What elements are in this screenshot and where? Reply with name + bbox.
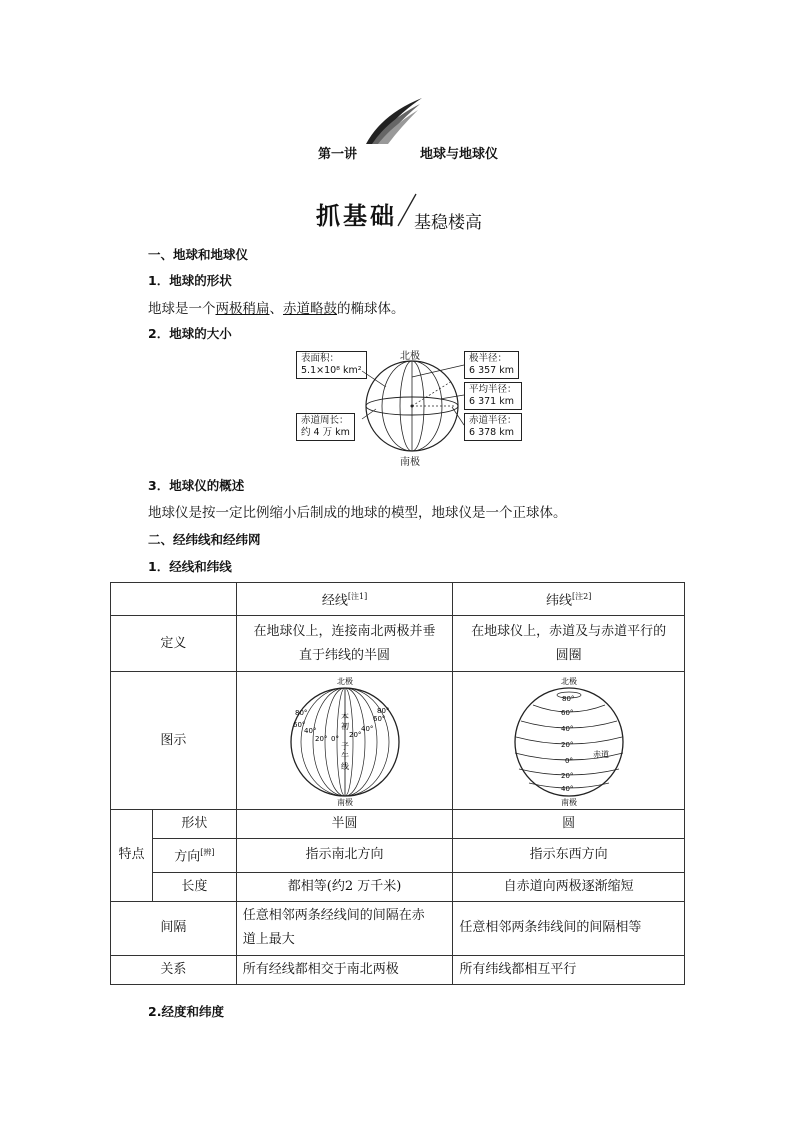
- fig-m-0: 0°: [330, 734, 339, 743]
- shape-parallel: 圆: [453, 810, 685, 839]
- section1-heading: 一、地球和地球仪: [148, 247, 249, 262]
- north-pole-label: 北极: [400, 351, 420, 362]
- fig-north-label: 北极: [336, 676, 353, 686]
- fig-p-40: 40°: [560, 724, 574, 733]
- len-parallel: 自赤道向两极逐渐缩短: [453, 872, 685, 901]
- table-row: [111, 583, 685, 616]
- fig-p-equator: 赤道: [592, 749, 609, 759]
- fig-m-80e: 80°: [376, 706, 389, 715]
- fig-p-60: 60°: [560, 708, 574, 717]
- earth-shape-text: 地球是一个两极稍扁、赤道略鼓的椭球体。: [148, 301, 405, 317]
- table-row: [111, 810, 685, 839]
- header-parallel: 纬线[注2]: [453, 583, 685, 616]
- fig-m-40w: 40°: [303, 726, 316, 735]
- surface-area-box: 表面积： 5.1×10⁸ km²: [296, 351, 367, 379]
- fig-prime-2: 初: [340, 721, 349, 731]
- fig-m-60w: 60°: [292, 720, 305, 729]
- dir-parallel: 指示东西方向: [453, 839, 685, 872]
- meridian-figure: [236, 672, 453, 810]
- meridian-globe-icon: [285, 675, 405, 807]
- feature-label: 特点: [111, 810, 153, 901]
- fig-south-label: 南极: [336, 797, 353, 807]
- mean-radius-box: 平均半径： 6 371 km: [464, 382, 522, 410]
- dir-meridian: 指示南北方向: [236, 839, 453, 872]
- figure-leader-lines: [290, 347, 530, 465]
- section1-sub3-heading: 3．地球仪的概述: [148, 478, 245, 493]
- equatorial-radius-box: 赤道半径： 6 378 km: [464, 413, 522, 441]
- def-parallel: 在地球仪上，赤道及与赤道平行的 圆圈: [453, 616, 685, 672]
- table-row: [111, 872, 685, 901]
- fig-m-40e: 40°: [360, 724, 373, 733]
- len-meridian: 都相等(约2 万千米): [236, 872, 453, 901]
- lesson-number: 第一讲: [318, 147, 358, 162]
- swoosh-logo-icon: [362, 96, 424, 148]
- fig-m-20w: 20°: [314, 734, 327, 743]
- banner: [316, 196, 397, 231]
- banner-main: 抓基础: [316, 202, 397, 230]
- section2-heading: 二、经纬线和经纬网: [148, 532, 261, 547]
- dir-label: 方向[辨]: [152, 839, 236, 872]
- header-meridian: 经线[注1]: [236, 583, 453, 616]
- fig-p-0: 0°: [564, 756, 573, 765]
- table-row: [111, 672, 685, 810]
- table-row: [111, 955, 685, 984]
- section2-sub2-heading: 2.经度和纬度: [148, 1004, 224, 1019]
- south-pole-label: 南极: [400, 457, 420, 468]
- fig-prime-1: 本: [340, 711, 349, 721]
- fig-p-20: 20°: [560, 740, 574, 749]
- interval-meridian: 任意相邻两条经线间的间隔在赤 道上最大: [236, 901, 453, 955]
- section2-sub1-heading: 1．经线和纬线: [148, 559, 232, 574]
- equator-length-box: 赤道周长： 约 4 万 km: [296, 413, 355, 441]
- interval-label: 间隔: [111, 901, 237, 955]
- shape-label: 形状: [152, 810, 236, 839]
- shape-meridian: 半圆: [236, 810, 453, 839]
- len-label: 长度: [152, 872, 236, 901]
- def-label: 定义: [111, 616, 237, 672]
- section1-sub1-heading: 1．地球的形状: [148, 273, 232, 288]
- globe-overview-text: 地球仪是按一定比例缩小后制成的地球的模型，地球仪是一个正球体。: [148, 505, 567, 521]
- earth-size-figure: [290, 347, 530, 468]
- fig-p-south-label: 南极: [560, 797, 577, 807]
- fig-m-60e: 60°: [372, 714, 385, 723]
- def-meridian: 在地球仪上，连接南北两极并垂 直于纬线的半圆: [236, 616, 453, 672]
- meridian-parallel-table: [110, 582, 685, 985]
- fig-m-80w: 80°: [294, 708, 307, 717]
- lesson-title: 地球与地球仪: [420, 147, 499, 162]
- parallel-globe-icon: [507, 675, 631, 807]
- table-row: [111, 839, 685, 872]
- relation-label: 关系: [111, 955, 237, 984]
- table-row: [111, 901, 685, 955]
- table-row: [111, 616, 685, 672]
- relation-meridian: 所有经线都相交于南北两极: [236, 955, 453, 984]
- fig-p-s20: 20°: [560, 771, 574, 780]
- interval-parallel: 任意相邻两条纬线间的间隔相等: [453, 901, 685, 955]
- relation-parallel: 所有纬线都相互平行: [453, 955, 685, 984]
- fig-prime-5: 线: [340, 761, 349, 771]
- parallel-figure: [453, 672, 685, 810]
- fig-m-20e: 20°: [348, 730, 361, 739]
- fig-p-north-label: 北极: [560, 676, 577, 686]
- fig-prime-3: 子: [340, 741, 349, 751]
- figure-label: 图示: [111, 672, 237, 810]
- fig-p-s40: 40°: [560, 784, 574, 793]
- fig-prime-4: 午: [340, 751, 349, 761]
- polar-radius-box: 极半径： 6 357 km: [464, 351, 519, 379]
- fig-p-80: 80°: [561, 694, 575, 703]
- section1-sub2-heading: 2．地球的大小: [148, 326, 232, 341]
- banner-sub: 基稳楼高: [414, 213, 482, 233]
